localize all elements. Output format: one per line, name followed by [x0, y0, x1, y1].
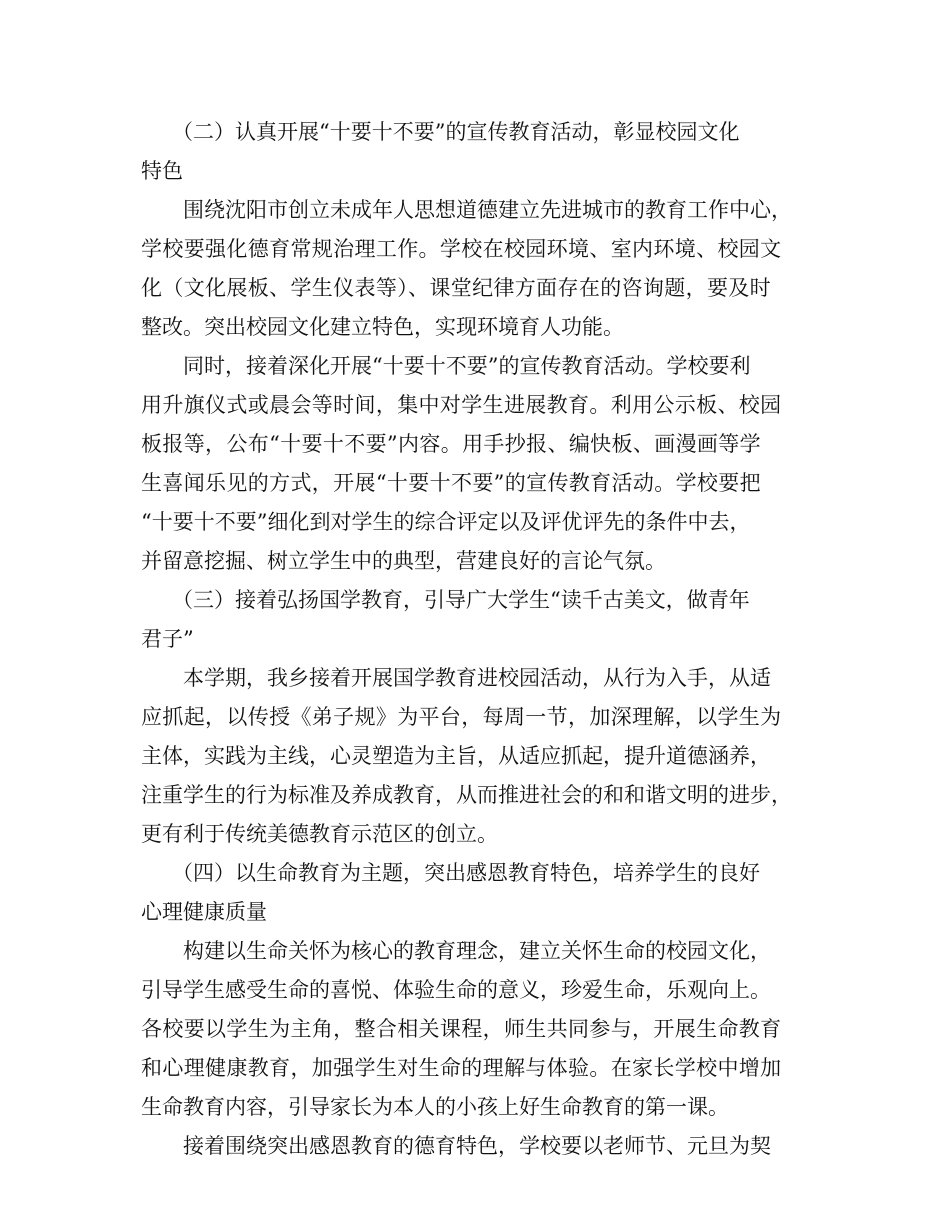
paragraph-line: 并留意挖掘、树立学生中的典型，营建良好的言论气氛。 [141, 549, 666, 573]
paragraph-line: 注重学生的行为标准及养成教育，从而推进社会的和和谐文明的进步， [141, 783, 792, 807]
heading-line: 君子” [141, 627, 194, 651]
paragraph-line: 各校要以学生为主角，整合相关课程，师生共同参与，开展生命教育 [141, 1017, 782, 1041]
paragraph-line: 化（文化展板、学生仪表等）、课堂纪律方面存在的咨询题，要及时 [141, 276, 771, 300]
paragraph-line: 学校要强化德育常规治理工作。学校在校园环境、室内环境、校园文 [141, 237, 782, 261]
paragraph-line: 同时，接着深化开展“十要十不要”的宣传教育活动。学校要利 [183, 354, 751, 378]
heading-line: （三）接着弘扬国学教育，引导广大学生“读千古美文，做青年 [172, 588, 750, 612]
heading-line: 特色 [141, 159, 183, 183]
paragraph-line: 用升旗仪式或晨会等时间，集中对学生进展教育。利用公示板、校园 [141, 393, 782, 417]
paragraph-line: 应抓起，以传授《弟子规》为平台，每周一节，加深理解，以学生为 [141, 705, 782, 729]
heading-line: （二）认真开展“十要十不要”的宣传教育活动，彰显校园文化 [172, 120, 740, 144]
paragraph-line: 构建以生命关怀为核心的教育理念，建立关怀生命的校园文化， [183, 939, 771, 963]
document-body [141, 113, 821, 1166]
paragraph-line: 和心理健康教育，加强学生对生命的理解与体验。在家长学校中增加 [141, 1056, 782, 1080]
paragraph-line: 围绕沈阳市创立未成年人思想道德建立先进城市的教育工作中心， [183, 198, 792, 222]
paragraph-line: 整改。突出校园文化建立特色，实现环境育人功能。 [141, 315, 624, 339]
paragraph-line: 板报等，公布“十要十不要”内容。用手抄报、编快板、画漫画等学 [141, 432, 761, 456]
paragraph-line: 引导学生感受生命的喜悦、体验生命的意义，珍爱生命，乐观向上。 [141, 978, 771, 1002]
paragraph-line: 生命教育内容，引导家长为本人的小孩上好生命教育的第一课。 [141, 1095, 729, 1119]
heading-line: （四）以生命教育为主题，突出感恩教育特色，培养学生的良好 [172, 861, 760, 885]
paragraph-line: “十要十不要”细化到对学生的综合评定以及评优评先的条件中去， [141, 510, 751, 534]
paragraph-line: 生喜闻乐见的方式，开展“十要十不要”的宣传教育活动。学校要把 [141, 471, 761, 495]
paragraph-line: 本学期，我乡接着开展国学教育进校园活动，从行为入手，从适 [183, 666, 771, 690]
paragraph-line: 更有利于传统美德教育示范区的创立。 [141, 822, 498, 846]
paragraph-line: 接着围绕突出感恩教育的德育特色，学校要以老师节、元旦为契 [183, 1134, 771, 1158]
paragraph-line: 主体，实践为主线，心灵塑造为主旨，从适应抓起，提升道德涵养， [141, 744, 771, 768]
heading-line: 心理健康质量 [141, 900, 267, 924]
